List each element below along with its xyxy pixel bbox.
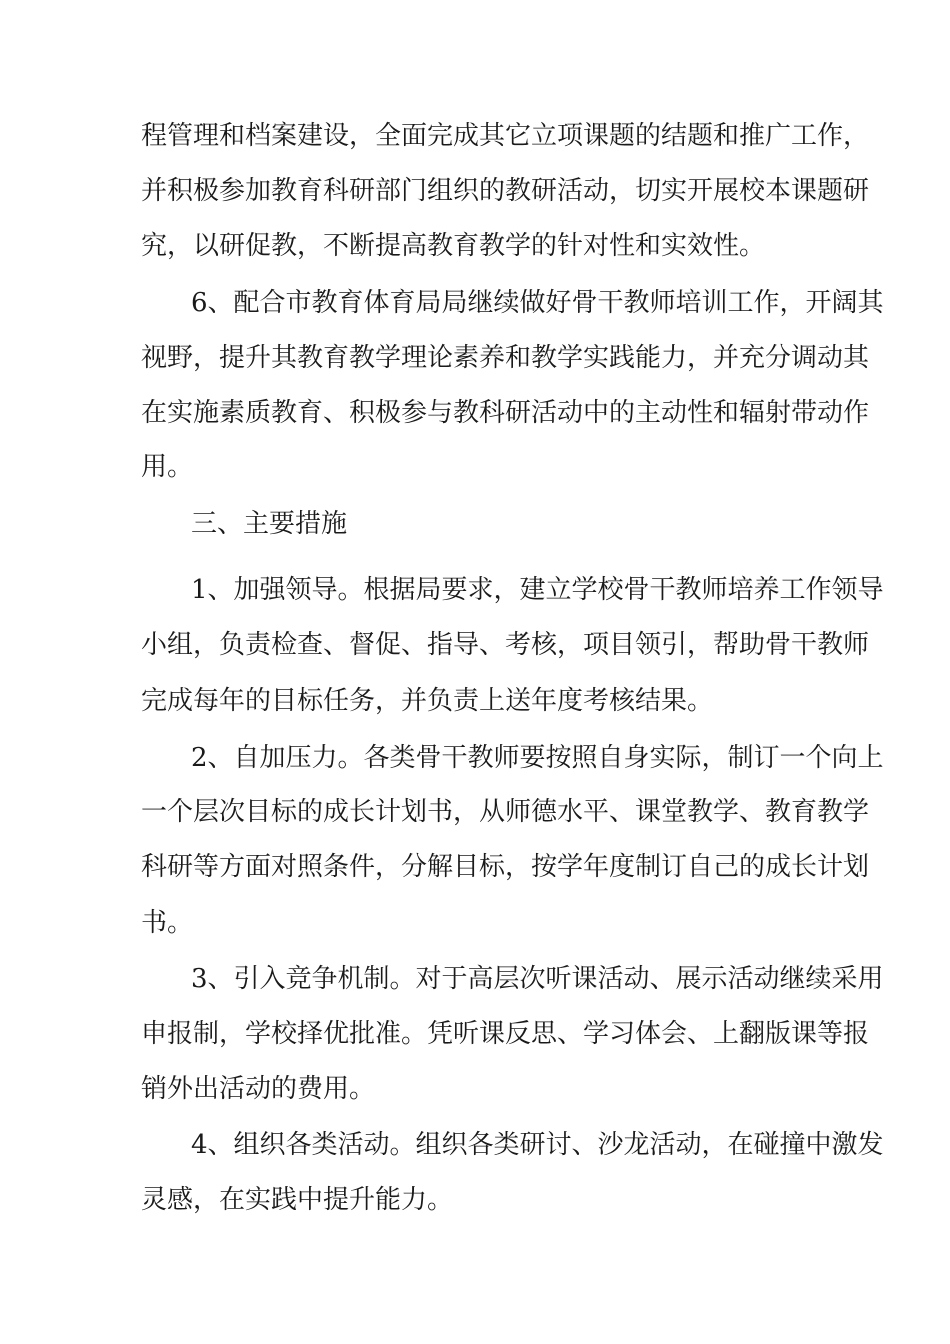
paragraph-line: 3、引入竞争机制。对于高层次听课活动、展示活动继续采用: [191, 964, 884, 994]
paragraph-line: 1、加强领导。根据局要求，建立学校骨干教师培养工作领导: [191, 575, 884, 605]
paragraph-line: 申报制，学校择优批准。凭听课反思、学习体会、上翻版课等报: [141, 1019, 870, 1049]
paragraph-line: 用。: [141, 452, 194, 482]
paragraph-line: 销外出活动的费用。: [141, 1074, 376, 1104]
paragraph-line: 书。: [141, 908, 194, 938]
paragraph-line: 并积极参加教育科研部门组织的教研活动，切实开展校本课题研: [141, 176, 870, 206]
paragraph-line: 在实施素质教育、积极参与教科研活动中的主动性和辐射带动作: [141, 398, 870, 428]
paragraph-line: 完成每年的目标任务，并负责上送年度考核结果。: [141, 686, 714, 716]
paragraph-line: 灵感，在实践中提升能力。: [141, 1185, 454, 1215]
paragraph-line: 程管理和档案建设，全面完成其它立项课题的结题和推广工作，: [141, 121, 870, 151]
section-heading: 三、主要措施: [191, 509, 348, 539]
paragraph-line: 一个层次目标的成长计划书，从师德水平、课堂教学、教育教学: [141, 797, 870, 827]
paragraph-line: 小组，负责检查、督促、指导、考核，项目领引，帮助骨干教师: [141, 630, 870, 660]
paragraph-line: 科研等方面对照条件，分解目标，按学年度制订自己的成长计划: [141, 852, 870, 882]
paragraph-line: 6、配合市教育体育局局继续做好骨干教师培训工作，开阔其: [191, 288, 884, 318]
paragraph-line: 4、组织各类活动。组织各类研讨、沙龙活动，在碰撞中激发: [191, 1130, 884, 1160]
paragraph-line: 究，以研促教，不断提高教育教学的针对性和实效性。: [141, 231, 766, 261]
paragraph-line: 视野，提升其教育教学理论素养和教学实践能力，并充分调动其: [141, 343, 870, 373]
paragraph-line: 2、自加压力。各类骨干教师要按照自身实际，制订一个向上: [191, 743, 884, 773]
